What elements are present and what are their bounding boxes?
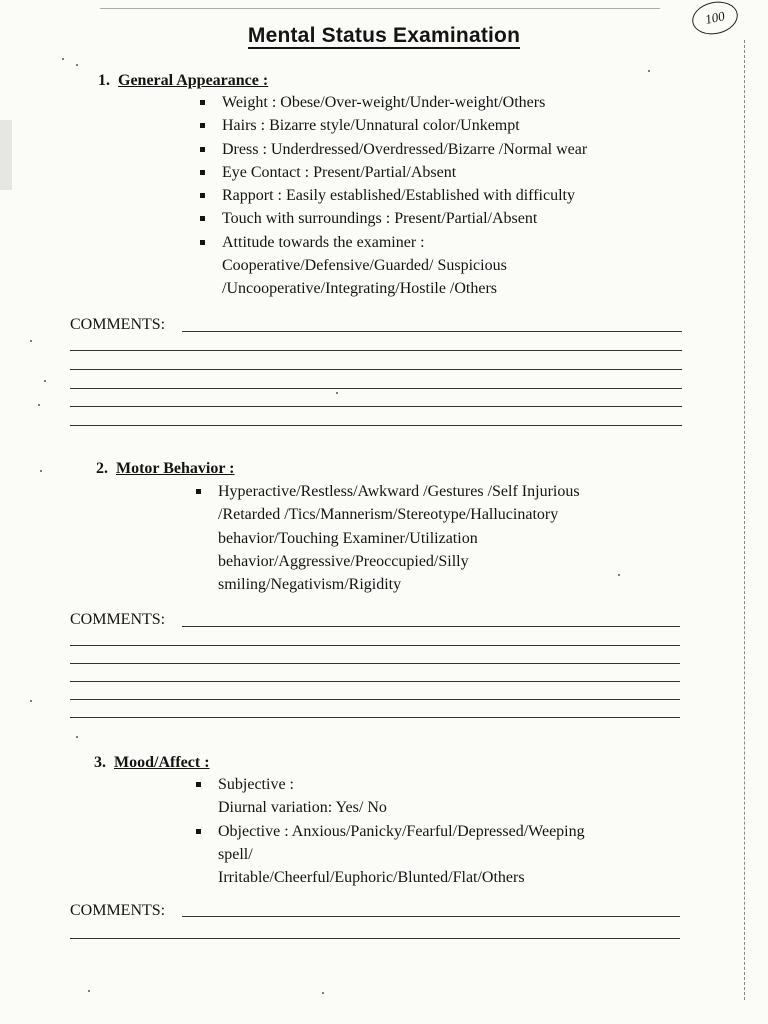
- list-item: Dress : Underdressed/Overdressed/Bizarre /Normal wear: [198, 138, 587, 161]
- comment-line[interactable]: [70, 388, 682, 389]
- comments-label: COMMENTS:: [70, 902, 166, 919]
- list-item: Hairs : Bizarre style/Unnatural color/Unkempt: [198, 114, 587, 137]
- scan-speck: [88, 990, 90, 992]
- comment-line[interactable]: [70, 663, 680, 664]
- comment-line[interactable]: [70, 645, 680, 646]
- scan-speck: [40, 470, 42, 472]
- scan-speck: [30, 340, 32, 342]
- section-motor-behavior-heading: 2. Motor Behavior :: [96, 460, 235, 477]
- list-item: behavior/Touching Examiner/Utilization: [218, 529, 478, 547]
- page-number-mark: 100: [689, 0, 741, 38]
- motor-behavior-list: [194, 480, 580, 596]
- comment-line[interactable]: [182, 331, 682, 332]
- comment-line[interactable]: [182, 916, 680, 917]
- scan-speck: [44, 380, 46, 382]
- scan-speck: [618, 574, 620, 576]
- comment-line[interactable]: [70, 425, 682, 426]
- scan-speck: [62, 58, 64, 60]
- list-item: /Uncooperative/Integrating/Hostile /Others: [222, 280, 498, 298]
- comment-line[interactable]: [70, 406, 682, 407]
- comment-line[interactable]: [70, 699, 680, 700]
- list-item: spell/: [218, 845, 253, 863]
- comment-line[interactable]: [70, 717, 680, 718]
- comment-line[interactable]: [70, 681, 680, 682]
- list-item: Cooperative/Defensive/Guarded/ Suspicious: [222, 257, 507, 275]
- mood-affect-list: [194, 773, 585, 889]
- scan-edge-right: [744, 40, 745, 1000]
- scan-speck: [38, 404, 40, 406]
- list-item: Attitude towards the examiner :: [198, 231, 587, 254]
- list-item: Touch with surroundings : Present/Partial/Absent: [198, 207, 587, 230]
- list-item: smiling/Negativism/Rigidity: [218, 576, 402, 594]
- section-general-appearance-heading: 1. General Appearance :: [98, 72, 269, 89]
- list-item: Hyperactive/Restless/Awkward /Gestures /Self Injurious: [194, 480, 580, 503]
- comment-line[interactable]: [70, 369, 682, 370]
- scan-edge-top: [100, 8, 660, 9]
- page-title: Mental Status Examination: [247, 24, 521, 47]
- scan-speck: [76, 736, 78, 738]
- scan-speck: [30, 700, 32, 702]
- list-item: Rapport : Easily established/Established with difficulty: [198, 184, 587, 207]
- scan-speck: [76, 64, 78, 66]
- comment-line[interactable]: [182, 626, 680, 627]
- comment-line[interactable]: [70, 350, 682, 351]
- list-item: Eye Contact : Present/Partial/Absent: [198, 161, 587, 184]
- list-item: behavior/Aggressive/Preoccupied/Silly: [218, 552, 469, 570]
- general-appearance-list: [198, 91, 587, 301]
- scan-speck: [648, 70, 650, 72]
- list-item: Objective : Anxious/Panicky/Fearful/Depressed/Weeping: [194, 820, 585, 843]
- comment-line[interactable]: [70, 938, 680, 939]
- list-item: /Retarded /Tics/Mannerism/Stereotype/Hallucinatory: [218, 506, 559, 524]
- scan-speck: [322, 992, 324, 994]
- list-item: Irritable/Cheerful/Euphoric/Blunted/Flat/Others: [218, 869, 525, 887]
- scan-edge-left: [0, 120, 12, 190]
- comments-label: COMMENTS:: [70, 611, 166, 628]
- list-item: Weight : Obese/Over-weight/Under-weight/Others: [198, 91, 587, 114]
- list-item: Diurnal variation: Yes/ No: [218, 799, 387, 817]
- comments-label: COMMENTS:: [70, 316, 166, 333]
- list-item: Subjective :: [194, 773, 585, 796]
- scan-speck: [336, 392, 338, 394]
- section-mood-affect-heading: 3. Mood/Affect :: [94, 754, 210, 771]
